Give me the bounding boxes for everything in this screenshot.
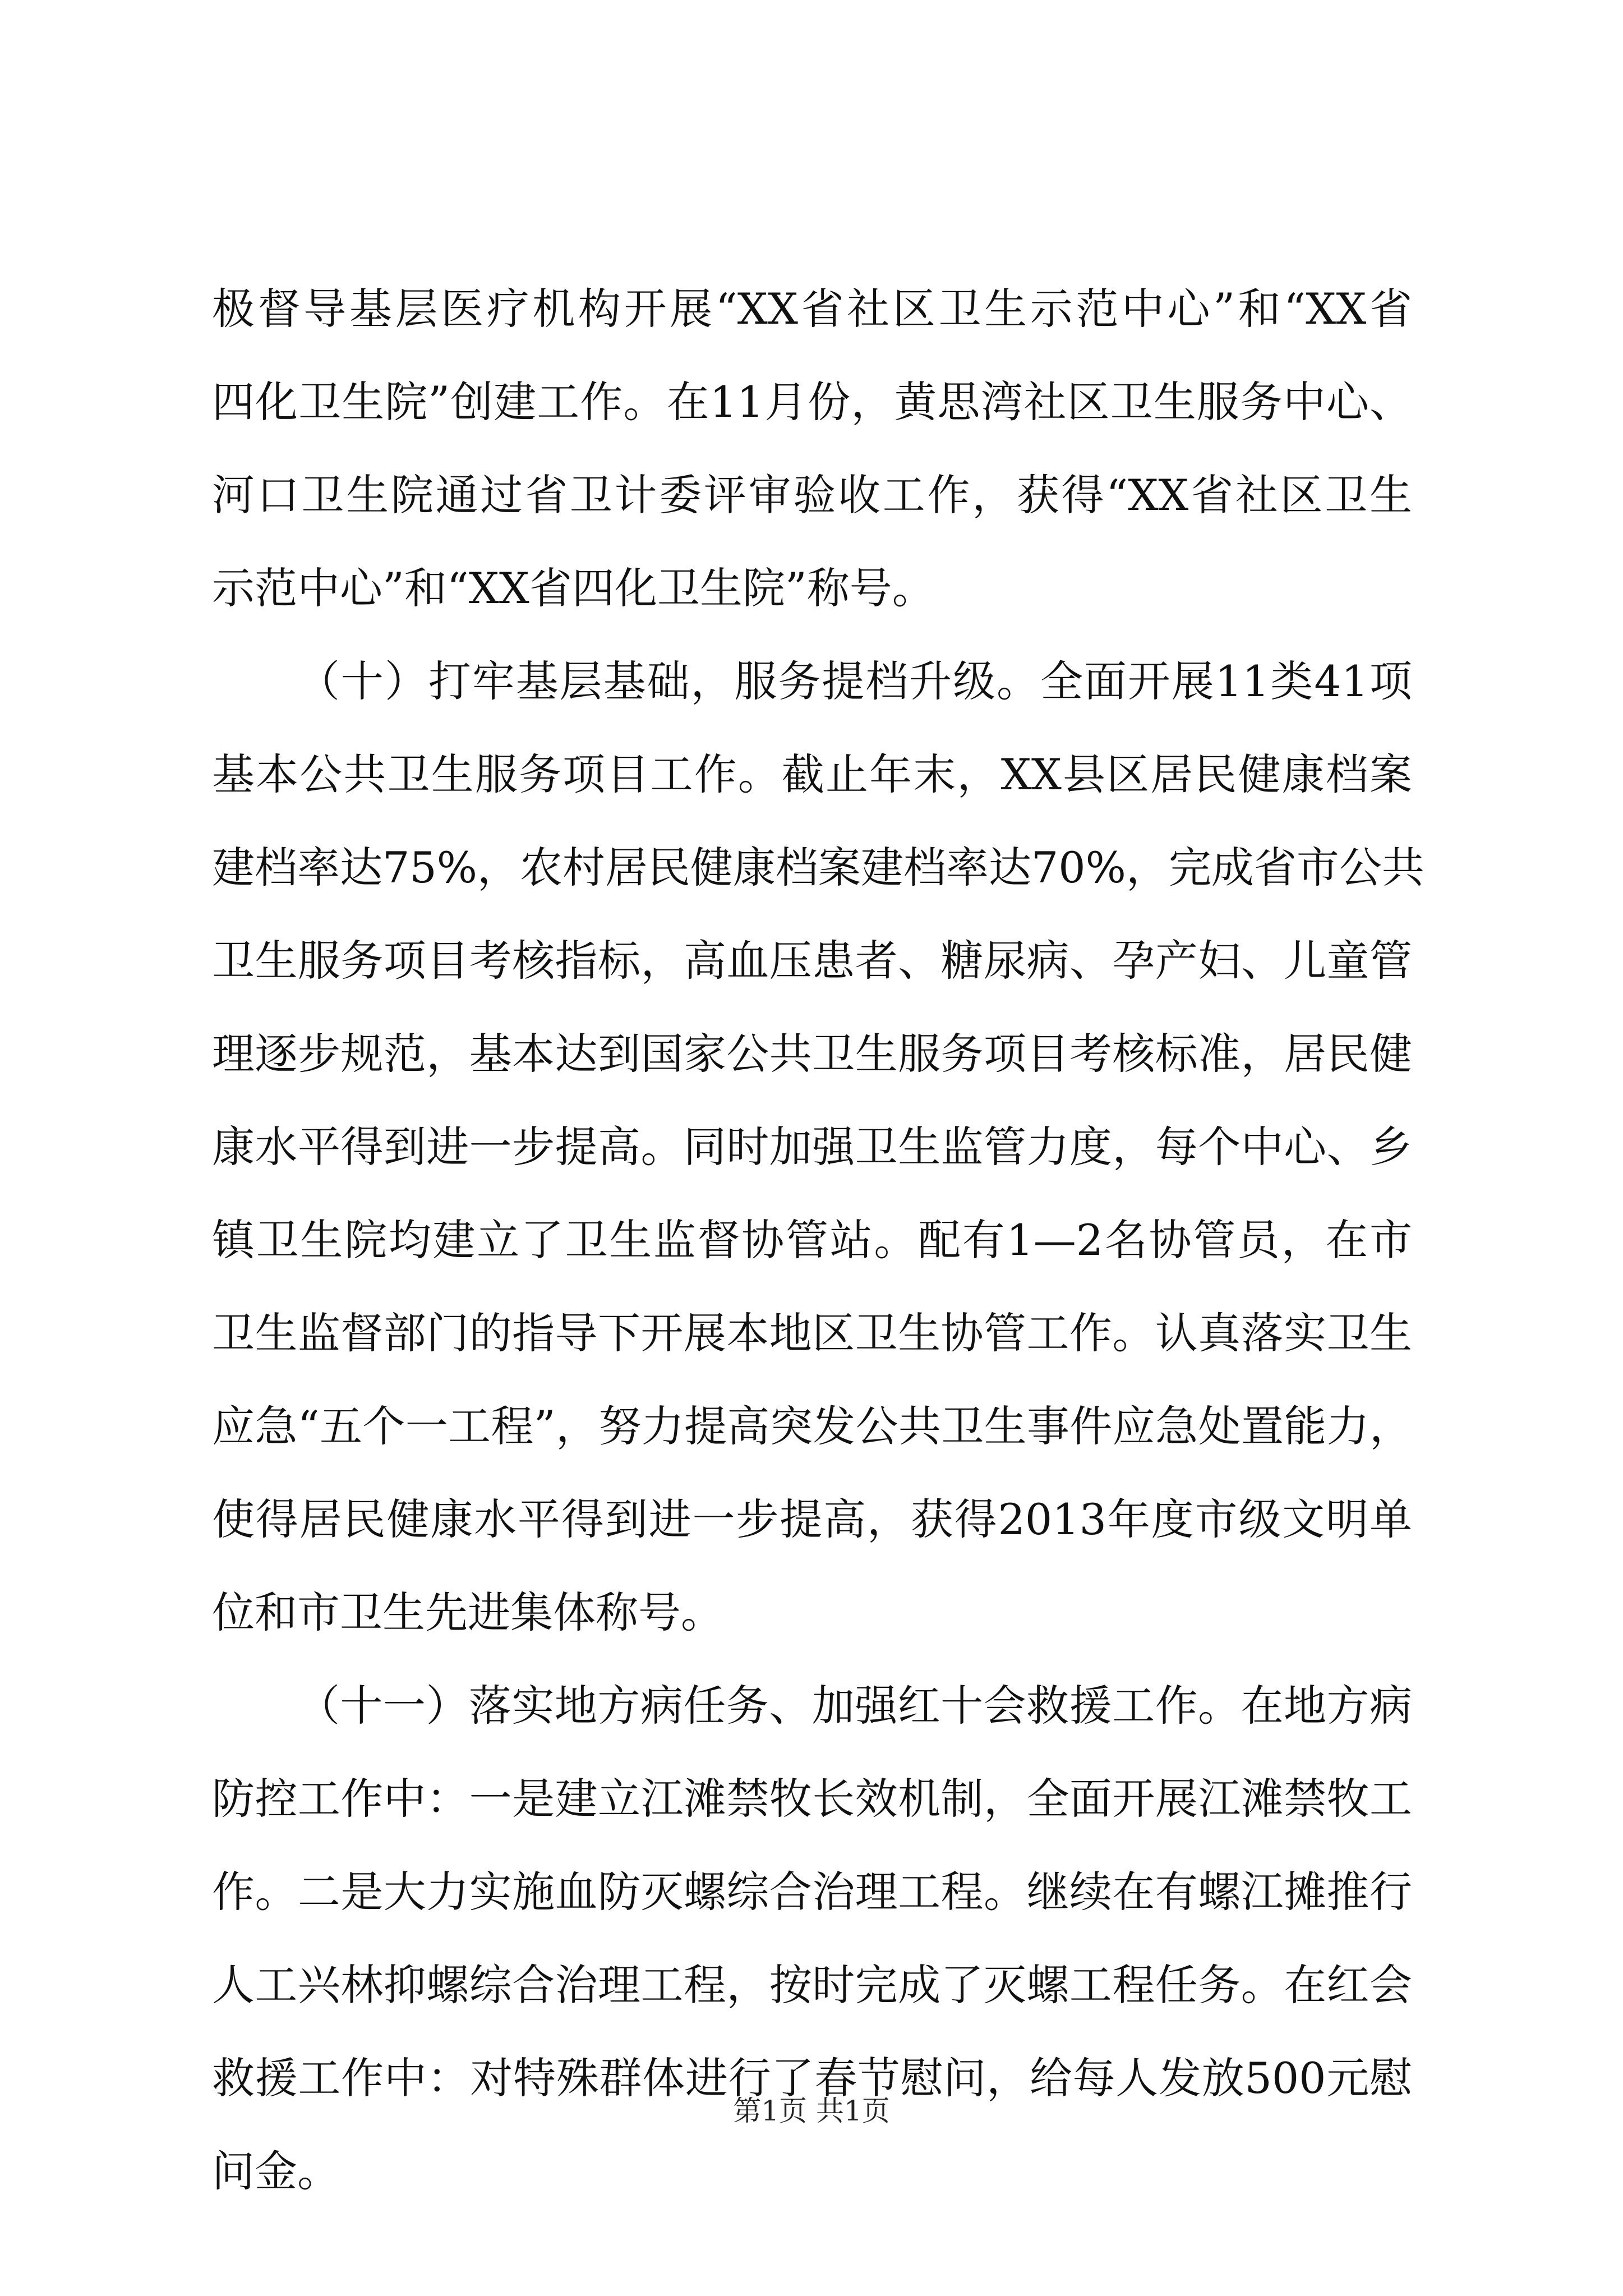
text-line: 四化卫生院”创建工作。在11月份，黄思湾社区卫生服务中心、 — [212, 377, 1412, 427]
page-footer: 第1页 共1页 — [733, 2095, 890, 2127]
text-line: 河口卫生院通过省卫计委评审验收工作，获得“XX省社区卫生 — [212, 470, 1412, 520]
text-line: 理逐步规范，基本达到国家公共卫生服务项目考核标准，居民健 — [212, 1029, 1412, 1079]
text-line: 基本公共卫生服务项目工作。截止年末，XX县区居民健康档案 — [212, 749, 1412, 799]
text-line: （十）打牢基层基础，服务提档升级。全面开展11类41项 — [297, 656, 1412, 706]
text-line: 卫生服务项目考核指标，高血压患者、糖尿病、孕产妇、儿童管 — [212, 936, 1412, 986]
text-line: 示范中心”和“XX省四化卫生院”称号。 — [212, 563, 935, 613]
text-line: 卫生监督部门的指导下开展本地区卫生协管工作。认真落实卫生 — [212, 1308, 1412, 1358]
text-line: 极督导基层医疗机构开展“XX省社区卫生示范中心”和“XX省 — [212, 284, 1412, 334]
text-line: 康水平得到进一步提高。同时加强卫生监管力度，每个中心、乡 — [212, 1122, 1412, 1172]
document-body — [212, 263, 1424, 2218]
text-line: 使得居民健康水平得到进一步提高，获得2013年度市级文明单 — [212, 1494, 1412, 1544]
text-line: 应急“五个一工程”，努力提高突发公共卫生事件应急处置能力， — [212, 1401, 1412, 1451]
text-line: 防控工作中：一是建立江滩禁牧长效机制，全面开展江滩禁牧工 — [212, 1774, 1412, 1824]
text-line: 人工兴林抑螺综合治理工程，按时完成了灭螺工程任务。在红会 — [212, 1960, 1412, 2010]
text-line: （十一）落实地方病任务、加强红十会救援工作。在地方病 — [297, 1681, 1412, 1731]
text-line: 建档率达75%，农村居民健康档案建档率达70%，完成省市公共 — [212, 843, 1424, 892]
text-line: 作。二是大力实施血防灭螺综合治理工程。继续在有螺江摊推行 — [212, 1867, 1412, 1917]
text-line: 问金。 — [212, 2146, 340, 2196]
text-line: 位和市卫生先进集体称号。 — [212, 1588, 723, 1637]
text-line: 镇卫生院均建立了卫生监督协管站。配有1—2名协管员，在市 — [212, 1215, 1412, 1265]
text-line: 救援工作中：对特殊群体进行了春节慰问，给每人发放500元慰 — [212, 2053, 1412, 2103]
